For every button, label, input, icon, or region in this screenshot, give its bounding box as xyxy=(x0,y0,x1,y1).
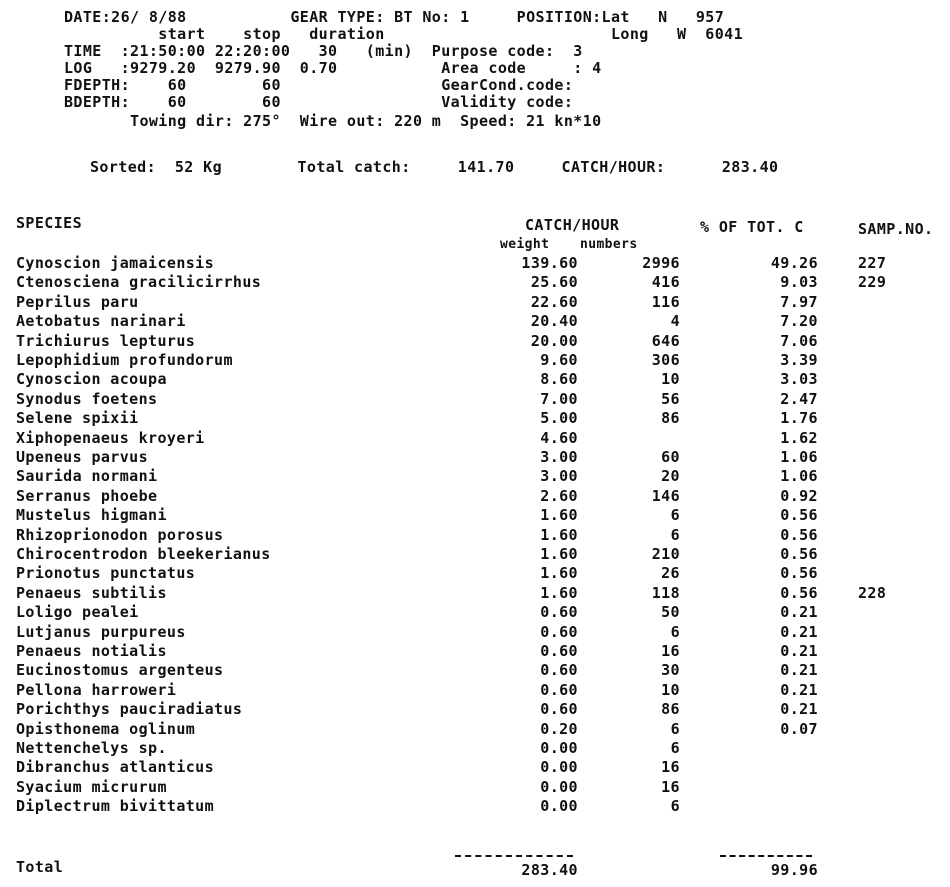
catch-weight: 2.60 xyxy=(540,486,578,505)
percent-of-total: 1.06 xyxy=(780,448,818,466)
catch-numbers: 416 xyxy=(651,273,680,292)
catch-numbers: 306 xyxy=(651,351,680,369)
catch-numbers: 10 xyxy=(661,370,680,389)
catch-weight: 0.60 xyxy=(540,680,578,699)
catch-numbers: 6 xyxy=(670,797,680,816)
table-row xyxy=(0,526,950,544)
catch-numbers: 10 xyxy=(661,680,680,699)
table-row xyxy=(0,797,950,815)
species-name: Eucinostomus argenteus xyxy=(16,661,224,680)
species-name: Rhizoprionodon porosus xyxy=(16,525,224,544)
catch-numbers: 16 xyxy=(661,777,680,796)
table-row xyxy=(0,390,950,408)
header-log-line: LOG :9279.20 9279.90 0.70 Area code : 4 xyxy=(64,59,602,77)
catch-summary: Sorted: 52 Kg Total catch: 141.70 CATCH/HOUR: 283.40 xyxy=(90,158,779,176)
catch-weight: 139.60 xyxy=(521,254,578,272)
column-catch-hour: CATCH/HOUR xyxy=(525,216,620,234)
species-name: Syacium micrurum xyxy=(16,777,167,796)
catch-weight: 0.60 xyxy=(540,603,578,622)
total-percent: 99.96 xyxy=(770,861,818,879)
catch-numbers: 20 xyxy=(661,467,680,486)
catch-weight: 20.40 xyxy=(530,312,578,331)
column-numbers: numbers xyxy=(580,237,638,252)
catch-weight: 25.60 xyxy=(530,273,578,292)
column-weight: weight xyxy=(500,237,550,252)
catch-numbers: 646 xyxy=(651,331,680,350)
weight-total-rule xyxy=(455,855,573,857)
percent-of-total: 1.06 xyxy=(780,467,818,486)
table-row xyxy=(0,720,950,738)
total-label: Total xyxy=(16,858,64,876)
header-start-stop-duration: start stop duration Long W 6041 xyxy=(64,25,744,43)
table-row xyxy=(0,467,950,485)
species-name: Penaeus notialis xyxy=(16,642,167,660)
catch-weight: 0.20 xyxy=(540,719,578,738)
species-name: Diplectrum bivittatum xyxy=(16,797,215,816)
percent-of-total: 0.21 xyxy=(780,700,818,719)
catch-numbers: 116 xyxy=(651,292,680,311)
catch-numbers: 6 xyxy=(670,739,680,757)
table-row xyxy=(0,254,950,272)
header-date-gear-position: DATE:26/ 8/88 GEAR TYPE: BT No: 1 POSITION:Lat N 957 xyxy=(64,8,725,26)
species-name: Serranus phoebe xyxy=(16,486,158,505)
species-name: Peprilus paru xyxy=(16,292,139,311)
table-row xyxy=(0,545,950,563)
percent-of-total: 0.56 xyxy=(780,506,818,525)
table-row xyxy=(0,758,950,776)
table-row xyxy=(0,700,950,718)
catch-numbers: 86 xyxy=(661,700,680,719)
table-row xyxy=(0,370,950,388)
table-row xyxy=(0,623,950,641)
catch-numbers: 30 xyxy=(661,661,680,680)
catch-numbers: 86 xyxy=(661,409,680,428)
catch-numbers: 50 xyxy=(661,603,680,622)
sample-number: 228 xyxy=(858,583,887,602)
column-percent-total: % OF TOT. C xyxy=(700,218,804,236)
table-row xyxy=(0,603,950,621)
species-name: Lepophidium profundorum xyxy=(16,351,233,369)
catch-numbers: 26 xyxy=(661,564,680,583)
percent-of-total: 0.21 xyxy=(780,680,818,699)
percent-of-total: 0.21 xyxy=(780,603,818,622)
percent-of-total: 9.03 xyxy=(780,273,818,292)
percent-of-total: 49.26 xyxy=(770,254,818,272)
species-name: Cynoscion jamaicensis xyxy=(16,254,215,272)
catch-weight: 4.60 xyxy=(540,428,578,447)
table-row xyxy=(0,332,950,350)
header-bdepth-line: BDEPTH: 60 60 Validity code: xyxy=(64,93,574,111)
percent-of-total: 0.21 xyxy=(780,622,818,641)
catch-weight: 0.00 xyxy=(540,758,578,777)
species-name: Loligo pealei xyxy=(16,603,139,622)
catch-weight: 8.60 xyxy=(540,370,578,389)
catch-weight: 1.60 xyxy=(540,545,578,563)
catch-weight: 22.60 xyxy=(530,292,578,311)
table-row xyxy=(0,351,950,369)
percent-of-total: 0.07 xyxy=(780,719,818,738)
percent-of-total: 0.92 xyxy=(780,486,818,505)
total-weight: 283.40 xyxy=(521,861,578,879)
species-name: Dibranchus atlanticus xyxy=(16,758,215,777)
catch-weight: 7.00 xyxy=(540,389,578,408)
header-towing-line: Towing dir: 275° Wire out: 220 m Speed: 21 kn*10 xyxy=(64,112,602,130)
percent-of-total: 2.47 xyxy=(780,389,818,408)
catch-numbers: 210 xyxy=(651,545,680,563)
catch-weight: 5.00 xyxy=(540,409,578,428)
percent-of-total: 1.62 xyxy=(780,428,818,447)
catch-numbers: 6 xyxy=(670,525,680,544)
catch-numbers: 56 xyxy=(661,389,680,408)
table-row xyxy=(0,739,950,757)
table-row xyxy=(0,409,950,427)
percent-of-total: 7.97 xyxy=(780,292,818,311)
catch-weight: 0.00 xyxy=(540,797,578,816)
catch-weight: 0.60 xyxy=(540,661,578,680)
catch-weight: 9.60 xyxy=(540,351,578,369)
catch-weight: 1.60 xyxy=(540,564,578,583)
table-row xyxy=(0,312,950,330)
catch-numbers: 60 xyxy=(661,448,680,466)
species-name: Mustelus higmani xyxy=(16,506,167,525)
percent-of-total: 3.03 xyxy=(780,370,818,389)
table-row xyxy=(0,564,950,582)
column-species: SPECIES xyxy=(16,214,83,232)
catch-numbers: 146 xyxy=(651,486,680,505)
table-row xyxy=(0,487,950,505)
table-row xyxy=(0,273,950,291)
percent-of-total: 0.56 xyxy=(780,583,818,602)
catch-numbers: 2996 xyxy=(642,254,680,272)
species-name: Trichiurus lepturus xyxy=(16,331,196,350)
catch-weight: 0.60 xyxy=(540,622,578,641)
species-name: Nettenchelys sp. xyxy=(16,739,167,757)
species-name: Porichthys pauciradiatus xyxy=(16,700,243,719)
catch-weight: 0.60 xyxy=(540,700,578,719)
table-row xyxy=(0,293,950,311)
catch-weight: 1.60 xyxy=(540,525,578,544)
table-row xyxy=(0,661,950,679)
percent-total-rule xyxy=(720,855,812,857)
table-row xyxy=(0,642,950,660)
table-row xyxy=(0,584,950,602)
catch-weight: 0.60 xyxy=(540,642,578,660)
table-row xyxy=(0,429,950,447)
species-name: Selene spixii xyxy=(16,409,139,428)
percent-of-total: 7.20 xyxy=(780,312,818,331)
catch-weight: 3.00 xyxy=(540,467,578,486)
catch-weight: 0.00 xyxy=(540,777,578,796)
header-fdepth-line: FDEPTH: 60 60 GearCond.code: xyxy=(64,76,574,94)
catch-weight: 1.60 xyxy=(540,506,578,525)
percent-of-total: 0.56 xyxy=(780,545,818,563)
table-row xyxy=(0,778,950,796)
species-name: Cynoscion acoupa xyxy=(16,370,167,389)
species-name: Ctenosciena gracilicirrhus xyxy=(16,273,262,292)
percent-of-total: 1.76 xyxy=(780,409,818,428)
species-name: Opisthonema oglinum xyxy=(16,719,196,738)
percent-of-total: 3.39 xyxy=(780,351,818,369)
catch-numbers: 16 xyxy=(661,642,680,660)
catch-numbers: 6 xyxy=(670,622,680,641)
species-name: Saurida normani xyxy=(16,467,158,486)
species-name: Aetobatus narinari xyxy=(16,312,186,331)
column-sample-number: SAMP.NO. xyxy=(858,220,934,238)
table-row xyxy=(0,681,950,699)
catch-weight: 3.00 xyxy=(540,448,578,466)
catch-weight: 0.00 xyxy=(540,739,578,757)
percent-of-total: 0.56 xyxy=(780,525,818,544)
species-name: Synodus foetens xyxy=(16,389,158,408)
percent-of-total: 0.21 xyxy=(780,642,818,660)
percent-of-total: 0.21 xyxy=(780,661,818,680)
catch-numbers: 4 xyxy=(670,312,680,331)
species-name: Pellona harroweri xyxy=(16,680,177,699)
catch-weight: 1.60 xyxy=(540,583,578,602)
catch-numbers: 6 xyxy=(670,506,680,525)
species-name: Chirocentrodon bleekerianus xyxy=(16,545,271,563)
sample-number: 229 xyxy=(858,273,887,292)
species-name: Prionotus punctatus xyxy=(16,564,196,583)
table-row xyxy=(0,448,950,466)
species-name: Penaeus subtilis xyxy=(16,583,167,602)
catch-numbers: 16 xyxy=(661,758,680,777)
header-time-line: TIME :21:50:00 22:20:00 30 (min) Purpose code: 3 xyxy=(64,42,583,60)
percent-of-total: 7.06 xyxy=(780,331,818,350)
table-row xyxy=(0,506,950,524)
species-name: Xiphopenaeus kroyeri xyxy=(16,428,205,447)
sample-number: 227 xyxy=(858,254,887,272)
species-name: Lutjanus purpureus xyxy=(16,622,186,641)
catch-numbers: 6 xyxy=(670,719,680,738)
species-name: Upeneus parvus xyxy=(16,448,149,466)
catch-numbers: 118 xyxy=(651,583,680,602)
percent-of-total: 0.56 xyxy=(780,564,818,583)
catch-weight: 20.00 xyxy=(530,331,578,350)
